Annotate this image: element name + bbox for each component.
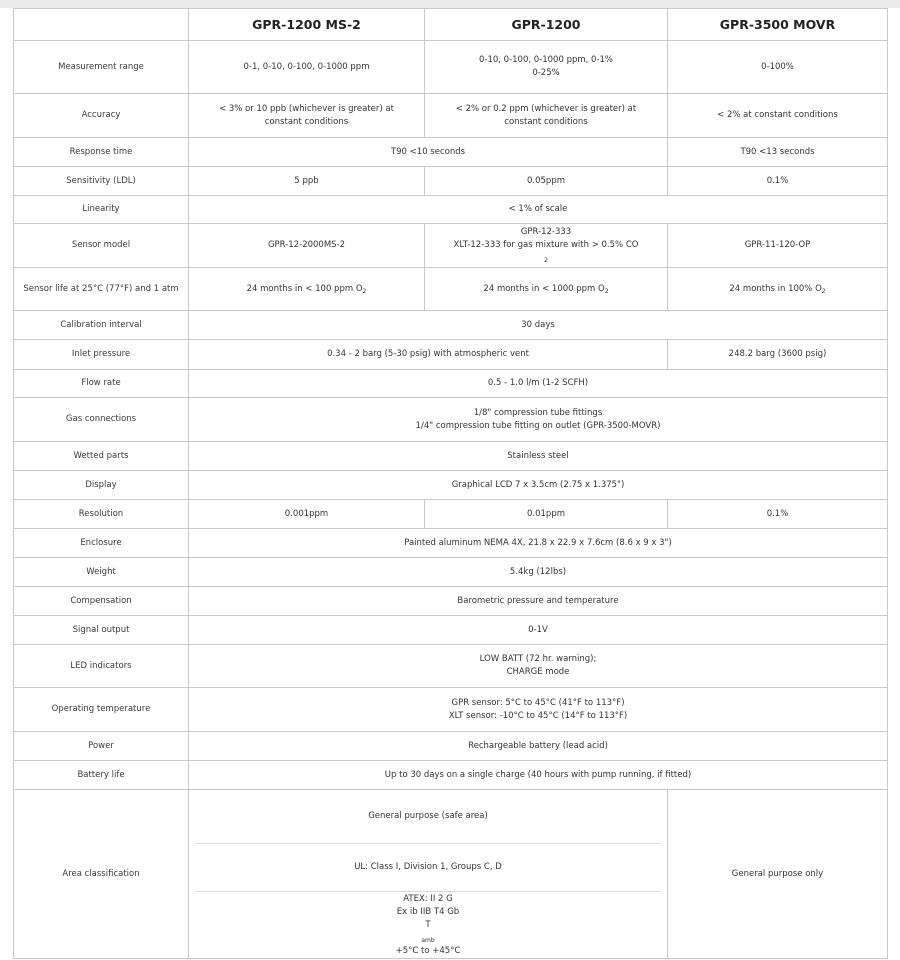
row-calibration-interval bbox=[14, 311, 888, 340]
row-label: Sensor life at 25°C (77°F) and 1 atm bbox=[14, 268, 189, 311]
row-sensitivity bbox=[14, 167, 888, 196]
header-gpr-3500-movr: GPR-3500 MOVR bbox=[668, 9, 888, 41]
row-label: Power bbox=[14, 732, 189, 761]
row-flow-rate bbox=[14, 370, 888, 398]
row-label: Resolution bbox=[14, 500, 189, 529]
row-label: Signal output bbox=[14, 616, 189, 645]
row-label: Weight bbox=[14, 558, 189, 587]
header-blank bbox=[14, 9, 189, 41]
cell-gpr-3500-movr: T90 <13 seconds bbox=[668, 138, 888, 167]
row-accuracy bbox=[14, 94, 888, 138]
cell-gpr-3500-movr: General purpose only bbox=[668, 790, 888, 959]
top-bar bbox=[0, 0, 900, 8]
cell-gpr-1200-ms-2: < 3% or 10 ppb (whichever is greater) at constant conditions bbox=[189, 94, 425, 138]
row-weight bbox=[14, 558, 888, 587]
row-led-indicators bbox=[14, 645, 888, 688]
row-label: Inlet pressure bbox=[14, 340, 189, 370]
row-inlet-pressure bbox=[14, 340, 888, 370]
row-label: Wetted parts bbox=[14, 442, 189, 471]
cell-all-models: Stainless steel bbox=[189, 442, 888, 471]
row-operating-temperature bbox=[14, 688, 888, 732]
row-wetted-parts bbox=[14, 442, 888, 471]
row-label: Flow rate bbox=[14, 370, 189, 398]
cell-gpr-1200: < 2% or 0.2 ppm (whichever is greater) at constant conditions bbox=[425, 94, 668, 138]
cell-gpr-1200-ms-2: 24 months in < 100 ppm $O_2$ bbox=[189, 268, 425, 311]
row-enclosure bbox=[14, 529, 888, 558]
cell-gpr-3500-movr: < 2% at constant conditions bbox=[668, 94, 888, 138]
cell-all-models: Up to 30 days on a single charge (40 hours with pump running, if fitted) bbox=[189, 761, 888, 790]
row-response-time bbox=[14, 138, 888, 167]
header-row bbox=[14, 9, 888, 41]
row-label: Battery life bbox=[14, 761, 189, 790]
row-label: Calibration interval bbox=[14, 311, 189, 340]
row-power bbox=[14, 732, 888, 761]
cell-gpr-1200: GPR-12-333 XLT-12-333 for gas mixture with > 0.5% CO $_2$ bbox=[425, 224, 668, 268]
row-linearity bbox=[14, 196, 888, 224]
cell-gpr-3500-movr: 248.2 barg (3600 psig) bbox=[668, 340, 888, 370]
row-resolution bbox=[14, 500, 888, 529]
cell-gpr-1200-ms-2: 0.001ppm bbox=[189, 500, 425, 529]
cell-all-models: Painted aluminum NEMA 4X, 21.8 x 22.9 x 7.6cm (8.6 x 9 x 3") bbox=[189, 529, 888, 558]
row-label: Display bbox=[14, 471, 189, 500]
cell-all-models: 5.4kg (12lbs) bbox=[189, 558, 888, 587]
area-atex: ATEX: II 2 G Ex ib IIB T4 Gb T $_{amb}$ +5°C to +45°C bbox=[395, 893, 461, 956]
cell-gpr-1200: 24 months in < 1000 ppm $O_2$ bbox=[425, 268, 668, 311]
cell-gpr-1200-ms-2: 5 ppb bbox=[189, 167, 425, 196]
cell-gpr-1200: 0.05ppm bbox=[425, 167, 668, 196]
header-gpr-1200: GPR-1200 bbox=[425, 9, 668, 41]
row-label: Measurement range bbox=[14, 41, 189, 94]
cell-all-models: 30 days bbox=[189, 311, 888, 340]
row-label: Sensitivity (LDL) bbox=[14, 167, 189, 196]
cell-all-models: Rechargeable battery (lead acid) bbox=[189, 732, 888, 761]
cell-gpr-3500-movr: 0.1% bbox=[668, 500, 888, 529]
spec-table bbox=[13, 8, 888, 959]
row-label: Gas connections bbox=[14, 398, 189, 442]
row-label: Area classification bbox=[14, 790, 189, 959]
row-label: LED indicators bbox=[14, 645, 189, 688]
area-ul-class: UL: Class I, Division 1, Groups C, D bbox=[195, 844, 661, 892]
row-compensation bbox=[14, 587, 888, 616]
header-gpr-1200-ms-2: GPR-1200 MS-2 bbox=[189, 9, 425, 41]
cell-all-models: GPR sensor: 5°C to 45°C (41°F to 113°F) XLT sensor: -10°C to 45°C (14°F to 113°F) bbox=[189, 688, 888, 732]
cell-all-models: Graphical LCD 7 x 3.5cm (2.75 x 1.375") bbox=[189, 471, 888, 500]
row-label: Response time bbox=[14, 138, 189, 167]
row-measurement-range bbox=[14, 41, 888, 94]
cell-all-models: 0.5 - 1.0 l/m (1-2 SCFH) bbox=[189, 370, 888, 398]
cell-gpr-1200-models: T90 <10 seconds bbox=[189, 138, 668, 167]
cell-gpr-3500-movr: 24 months in 100% $O_2$ bbox=[668, 268, 888, 311]
cell-gpr-3500-movr: 0.1% bbox=[668, 167, 888, 196]
cell-all-models: 0-1V bbox=[189, 616, 888, 645]
cell-gpr-1200-ms-2: 0-1, 0-10, 0-100, 0-1000 ppm bbox=[189, 41, 425, 94]
cell-gpr-1200-models: 0.34 - 2 barg (5-30 psig) with atmospheric vent bbox=[189, 340, 668, 370]
row-label: Operating temperature bbox=[14, 688, 189, 732]
row-label: Accuracy bbox=[14, 94, 189, 138]
cell-gpr-3500-movr: 0-100% bbox=[668, 41, 888, 94]
cell-gpr-3500-movr: GPR-11-120-OP bbox=[668, 224, 888, 268]
cell-all-models: 1/8" compression tube fittings 1/4" compression tube fitting on outlet (GPR-3500-MOVR) bbox=[189, 398, 888, 442]
cell-gpr-1200-ms-2: GPR-12-2000MS-2 bbox=[189, 224, 425, 268]
cell-gpr-1200-models bbox=[189, 790, 668, 959]
row-label: Linearity bbox=[14, 196, 189, 224]
area-general-purpose: General purpose (safe area) bbox=[195, 790, 661, 844]
cell-all-models: LOW BATT (72 hr. warning); CHARGE mode bbox=[189, 645, 888, 688]
cell-all-models: Barometric pressure and temperature bbox=[189, 587, 888, 616]
row-battery-life bbox=[14, 761, 888, 790]
row-sensor-model bbox=[14, 224, 888, 268]
cell-all-models: < 1% of scale bbox=[189, 196, 888, 224]
row-display bbox=[14, 471, 888, 500]
cell-gpr-1200: 0-10, 0-100, 0-1000 ppm, 0-1% 0-25% bbox=[425, 41, 668, 94]
row-label: Compensation bbox=[14, 587, 189, 616]
row-area-classification bbox=[14, 790, 888, 959]
cell-gpr-1200: 0.01ppm bbox=[425, 500, 668, 529]
row-signal-output bbox=[14, 616, 888, 645]
row-gas-connections bbox=[14, 398, 888, 442]
row-label: Enclosure bbox=[14, 529, 189, 558]
row-label: Sensor model bbox=[14, 224, 189, 268]
row-sensor-life bbox=[14, 268, 888, 311]
